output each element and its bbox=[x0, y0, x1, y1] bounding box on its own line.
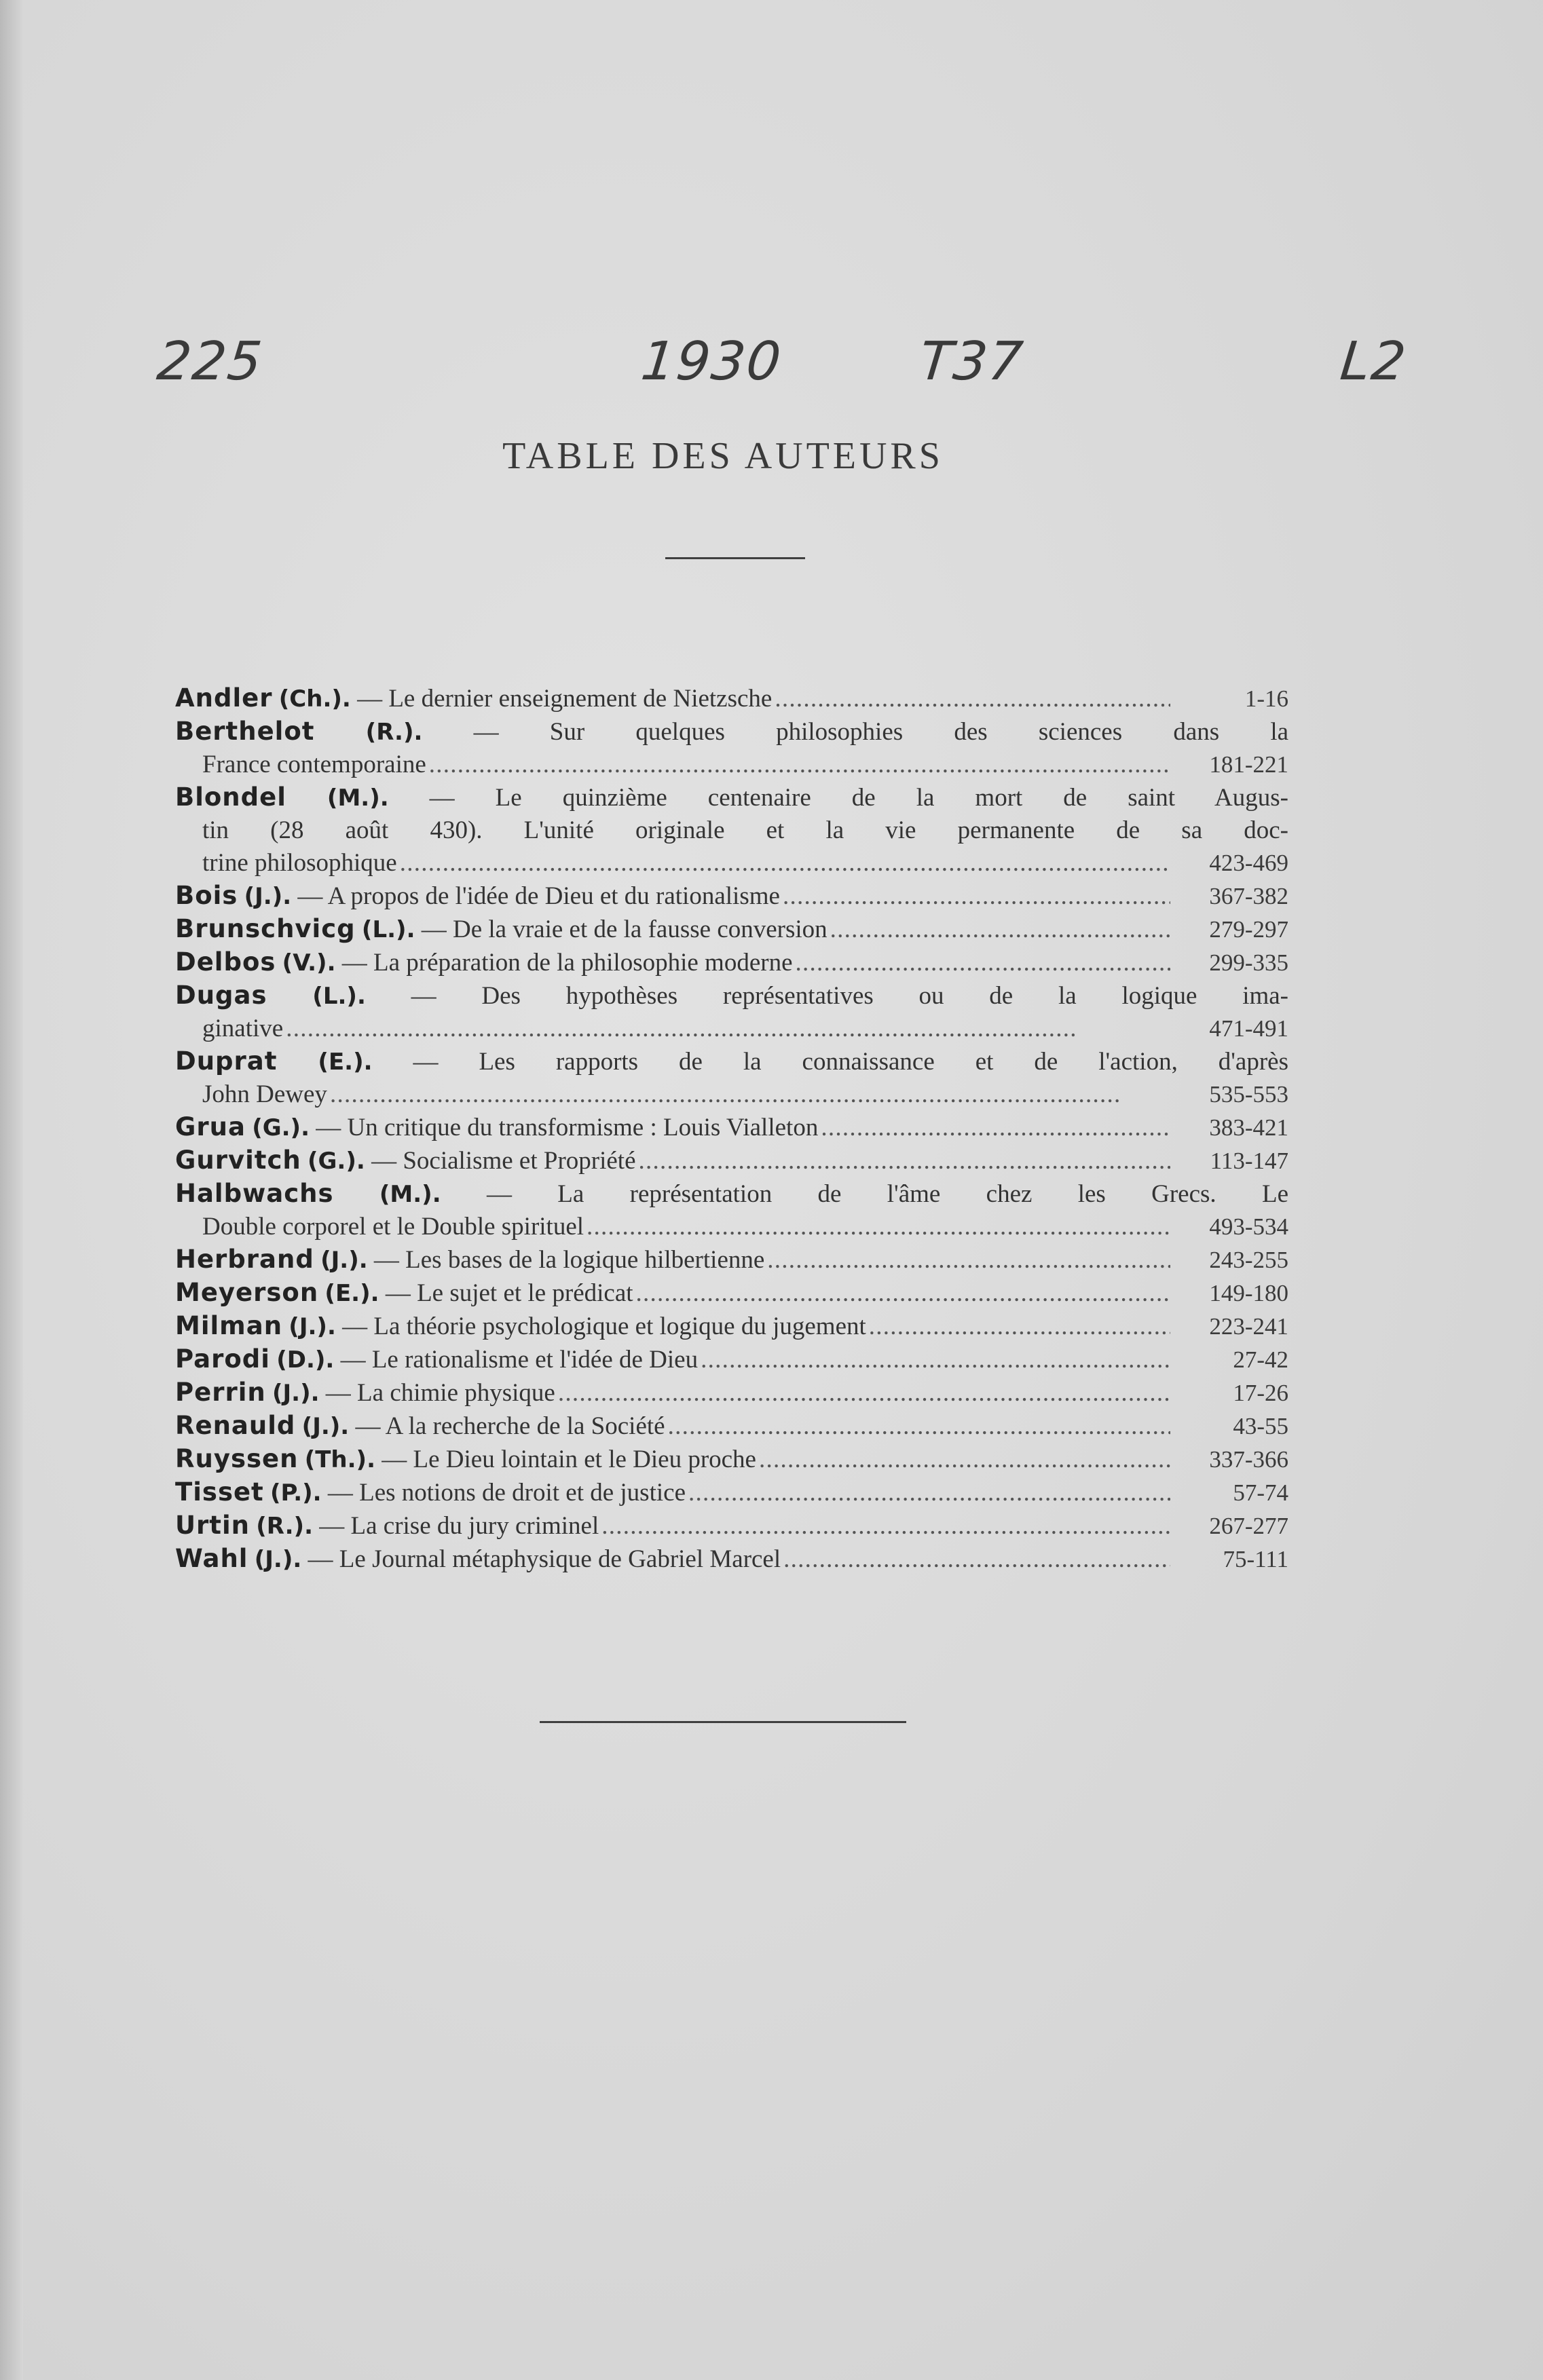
entry-line bbox=[175, 1543, 1288, 1576]
entry-line bbox=[175, 1144, 1288, 1177]
entry-title-part: France contemporaine bbox=[202, 751, 426, 778]
author-initials: (E.). bbox=[324, 1280, 379, 1307]
author-initials: (G.). bbox=[307, 1148, 365, 1175]
entry-title-part: — Sur quelques philosophies des sciences dans la bbox=[473, 718, 1289, 746]
entry-line bbox=[175, 946, 1288, 979]
entry-title-part: — De la vraie et de la fausse conversion bbox=[421, 915, 828, 943]
author-initials: (L.). bbox=[361, 916, 415, 943]
entry-title-text bbox=[175, 880, 780, 913]
author-initials: (E.). bbox=[318, 1049, 373, 1076]
author-entry bbox=[175, 781, 1288, 880]
page-left-edge-shadow bbox=[0, 0, 23, 2380]
author-initials: (J.). bbox=[289, 1313, 336, 1340]
author-entry bbox=[175, 1045, 1288, 1111]
dot-leader bbox=[767, 1244, 1170, 1277]
dot-leader bbox=[821, 1112, 1170, 1144]
entry-title-part: tin (28 août 430). L'unité originale et la vie permanente de sa doc- bbox=[202, 816, 1288, 844]
page-range: 75-111 bbox=[1223, 1546, 1288, 1572]
dot-leader bbox=[639, 1145, 1170, 1177]
author-initials: (L.). bbox=[312, 983, 366, 1010]
entry-title-text bbox=[175, 847, 397, 880]
author-entry bbox=[175, 1376, 1288, 1410]
entry-line bbox=[175, 1177, 1288, 1211]
author-entry bbox=[175, 979, 1288, 1045]
entry-title-text bbox=[175, 1243, 764, 1277]
author-initials: (V.). bbox=[282, 949, 336, 977]
author-initials: (D.). bbox=[276, 1346, 335, 1374]
entry-title-text bbox=[175, 946, 793, 979]
entry-line bbox=[175, 847, 1288, 880]
entry-title-part: — Le sujet et le prédicat bbox=[385, 1279, 633, 1307]
author-name: Herbrand bbox=[175, 1245, 314, 1274]
author-initials: (G.). bbox=[252, 1114, 310, 1141]
entry-line bbox=[175, 1476, 1288, 1509]
author-entry bbox=[175, 1543, 1288, 1576]
entry-title-part: — Le Dieu lointain et le Dieu proche bbox=[382, 1446, 756, 1473]
dot-leader bbox=[668, 1410, 1170, 1443]
page-range: 423-469 bbox=[1209, 850, 1288, 876]
dot-leader bbox=[701, 1344, 1170, 1376]
entry-title-part: — Un critique du transformisme : Louis Vialleton bbox=[316, 1114, 819, 1141]
author-name: Bois bbox=[175, 881, 238, 910]
page-title: TABLE DES AUTEURS bbox=[502, 435, 944, 477]
dot-leader bbox=[636, 1277, 1170, 1310]
entry-line bbox=[175, 1343, 1288, 1376]
entry-title-text bbox=[175, 682, 772, 715]
entry-title-part: — Les bases de la logique hilbertienne bbox=[373, 1246, 765, 1274]
author-name: Renauld bbox=[175, 1411, 296, 1440]
page-range: 113-147 bbox=[1210, 1148, 1288, 1174]
author-initials: (J.). bbox=[320, 1247, 368, 1274]
dot-leader bbox=[869, 1310, 1170, 1343]
author-entry bbox=[175, 1111, 1288, 1144]
entry-title-part: — Le quinzième centenaire de la mort de saint Augus- bbox=[429, 784, 1288, 812]
page-range: 267-277 bbox=[1209, 1513, 1288, 1539]
author-name: Parodi bbox=[175, 1344, 270, 1374]
title-rule bbox=[665, 557, 805, 559]
author-name: Blondel bbox=[175, 782, 286, 812]
dot-leader bbox=[601, 1510, 1170, 1543]
entry-title-text bbox=[175, 1111, 818, 1144]
author-initials: (P.). bbox=[270, 1479, 322, 1507]
author-name: Perrin bbox=[175, 1378, 266, 1407]
page-range: 279-297 bbox=[1209, 916, 1288, 943]
entry-title-part: — A la recherche de la Société bbox=[355, 1412, 665, 1440]
author-initials: (Th.). bbox=[304, 1446, 375, 1473]
entry-title-text bbox=[175, 1443, 756, 1476]
page-range: 57-74 bbox=[1233, 1479, 1288, 1506]
entry-line bbox=[175, 749, 1288, 781]
author-name: Dugas bbox=[175, 981, 267, 1010]
author-name: Andler bbox=[175, 683, 273, 713]
entry-line bbox=[175, 1509, 1288, 1543]
page-range: 299-335 bbox=[1209, 949, 1288, 976]
author-name: Tisset bbox=[175, 1477, 264, 1507]
entry-title-part: — La théorie psychologique et logique du jugement bbox=[342, 1312, 866, 1340]
entry-title-part: — Le Journal métaphysique de Gabriel Marcel bbox=[308, 1545, 781, 1573]
entry-title-part: — Des hypothèses représentatives ou de la logique ima- bbox=[411, 982, 1289, 1010]
entry-title-part: — A propos de l'idée de Dieu et du rationalisme bbox=[297, 882, 780, 910]
entry-title-part: — La crise du jury criminel bbox=[319, 1512, 599, 1540]
entry-title-text bbox=[175, 1277, 633, 1310]
dot-leader bbox=[796, 947, 1171, 979]
entry-line bbox=[175, 1310, 1288, 1343]
author-name: Urtin bbox=[175, 1511, 250, 1540]
dot-leader bbox=[830, 913, 1170, 946]
page-range: 471-491 bbox=[1209, 1015, 1288, 1042]
page-range: 27-42 bbox=[1233, 1346, 1288, 1373]
dot-leader bbox=[783, 1543, 1170, 1576]
entry-title-text bbox=[175, 1376, 555, 1410]
author-initials: (J.). bbox=[244, 883, 292, 910]
page-range: 43-55 bbox=[1233, 1413, 1288, 1439]
dot-leader bbox=[587, 1211, 1170, 1243]
entry-title-text bbox=[175, 749, 426, 781]
entry-title-text bbox=[175, 979, 1288, 1013]
author-name: Milman bbox=[175, 1311, 283, 1340]
entry-title-text bbox=[175, 1211, 584, 1243]
author-entry bbox=[175, 1177, 1288, 1243]
author-initials: (J.). bbox=[301, 1413, 350, 1440]
author-entry bbox=[175, 1343, 1288, 1376]
entry-title-text bbox=[175, 781, 1288, 814]
entry-line bbox=[175, 1045, 1288, 1078]
entry-title-part: — La représentation de l'âme chez les Grecs. Le bbox=[486, 1180, 1289, 1208]
entry-title-text bbox=[175, 814, 1288, 847]
author-entry bbox=[175, 880, 1288, 913]
entry-line bbox=[175, 880, 1288, 913]
entry-line bbox=[175, 1078, 1288, 1111]
page-range: 181-221 bbox=[1209, 751, 1288, 778]
entry-line bbox=[175, 814, 1288, 847]
entry-title-part: — Les rapports de la connaissance et de l'action, d'après bbox=[413, 1048, 1289, 1076]
entry-title-text bbox=[175, 1078, 327, 1111]
page-range: 1-16 bbox=[1244, 685, 1288, 712]
entry-line bbox=[175, 1211, 1288, 1243]
entry-title-part: John Dewey bbox=[202, 1080, 327, 1108]
dot-leader bbox=[688, 1477, 1170, 1509]
author-name: Halbwachs bbox=[175, 1179, 334, 1208]
entry-line bbox=[175, 781, 1288, 814]
entry-title-text bbox=[175, 1177, 1288, 1211]
entry-line bbox=[175, 1443, 1288, 1476]
author-entry bbox=[175, 946, 1288, 979]
dot-leader bbox=[558, 1377, 1170, 1410]
entry-line bbox=[175, 682, 1288, 715]
author-name: Delbos bbox=[175, 947, 276, 977]
entry-title-part: — Les notions de droit et de justice bbox=[327, 1479, 686, 1507]
dot-leader bbox=[759, 1443, 1170, 1476]
page-range: 383-421 bbox=[1209, 1114, 1288, 1141]
entry-title-part: — Le rationalisme et l'idée de Dieu bbox=[340, 1346, 699, 1374]
handwritten-year: 1930 bbox=[638, 331, 785, 392]
author-initials: (R.). bbox=[365, 719, 423, 746]
page-range: 493-534 bbox=[1209, 1213, 1288, 1240]
dot-leader bbox=[286, 1013, 1170, 1045]
entry-title-part: — Socialisme et Propriété bbox=[371, 1147, 636, 1175]
page-range: 535-553 bbox=[1209, 1081, 1288, 1108]
author-entry bbox=[175, 1476, 1288, 1509]
author-name: Brunschvicg bbox=[175, 914, 356, 943]
entry-title-text bbox=[175, 913, 828, 946]
handwritten-note-right: L2 bbox=[1337, 331, 1410, 392]
author-entry bbox=[175, 1144, 1288, 1177]
author-initials: (J.). bbox=[254, 1546, 302, 1573]
author-name: Ruyssen bbox=[175, 1444, 299, 1473]
page-range: 149-180 bbox=[1209, 1280, 1288, 1306]
page-range: 337-366 bbox=[1209, 1446, 1288, 1473]
entry-line bbox=[175, 913, 1288, 946]
entry-line bbox=[175, 1243, 1288, 1277]
author-entry bbox=[175, 1310, 1288, 1343]
entry-line bbox=[175, 1376, 1288, 1410]
entry-line bbox=[175, 715, 1288, 749]
author-entry bbox=[175, 682, 1288, 715]
closing-rule bbox=[540, 1721, 906, 1723]
page-range: 223-241 bbox=[1209, 1313, 1288, 1340]
author-entry bbox=[175, 1243, 1288, 1277]
entry-line bbox=[175, 979, 1288, 1013]
dot-leader bbox=[429, 749, 1170, 781]
author-entry bbox=[175, 1410, 1288, 1443]
handwritten-note-left: 225 bbox=[154, 331, 266, 392]
author-name: Gurvitch bbox=[175, 1146, 301, 1175]
entry-line bbox=[175, 1410, 1288, 1443]
author-name: Meyerson bbox=[175, 1278, 319, 1307]
author-initials: (Ch.). bbox=[278, 685, 351, 713]
entry-title-text bbox=[175, 715, 1288, 749]
dot-leader bbox=[400, 847, 1170, 880]
entry-title-part: — Le dernier enseignement de Nietzsche bbox=[357, 685, 773, 713]
author-entry bbox=[175, 1443, 1288, 1476]
dot-leader bbox=[775, 683, 1170, 715]
author-initials: (M.). bbox=[327, 785, 389, 812]
author-entry bbox=[175, 1509, 1288, 1543]
page-range: 243-255 bbox=[1209, 1247, 1288, 1273]
entry-line bbox=[175, 1277, 1288, 1310]
entry-title-part: — La chimie physique bbox=[325, 1379, 555, 1407]
handwritten-volume: T37 bbox=[916, 331, 1027, 392]
author-initials: (R.). bbox=[256, 1513, 313, 1540]
entry-title-text bbox=[175, 1310, 866, 1343]
entry-title-part: trine philosophique bbox=[202, 849, 397, 877]
author-entry bbox=[175, 1277, 1288, 1310]
author-name: Berthelot bbox=[175, 717, 315, 746]
entry-title-part: Double corporel et le Double spirituel bbox=[202, 1213, 584, 1241]
page-range: 17-26 bbox=[1233, 1380, 1288, 1406]
entry-title-text bbox=[175, 1410, 665, 1443]
entry-line bbox=[175, 1013, 1288, 1045]
author-entry bbox=[175, 913, 1288, 946]
entry-title-text bbox=[175, 1144, 636, 1177]
entry-title-text bbox=[175, 1543, 781, 1576]
dot-leader bbox=[783, 880, 1170, 913]
entry-title-text bbox=[175, 1045, 1288, 1078]
entry-title-text bbox=[175, 1013, 283, 1045]
author-name: Duprat bbox=[175, 1046, 278, 1076]
entry-title-text bbox=[175, 1343, 698, 1376]
entry-title-text bbox=[175, 1509, 599, 1543]
entry-title-part: — La préparation de la philosophie moderne bbox=[341, 949, 793, 977]
author-name: Wahl bbox=[175, 1544, 248, 1573]
entry-title-part: ginative bbox=[202, 1015, 284, 1042]
author-initials: (J.). bbox=[272, 1380, 320, 1407]
author-initials: (M.). bbox=[379, 1181, 441, 1208]
author-name: Grua bbox=[175, 1112, 246, 1141]
entry-title-text bbox=[175, 1476, 686, 1509]
author-table bbox=[175, 682, 1288, 1576]
author-entry bbox=[175, 715, 1288, 781]
entry-line bbox=[175, 1111, 1288, 1144]
dot-leader bbox=[330, 1078, 1170, 1111]
page-range: 367-382 bbox=[1209, 883, 1288, 909]
